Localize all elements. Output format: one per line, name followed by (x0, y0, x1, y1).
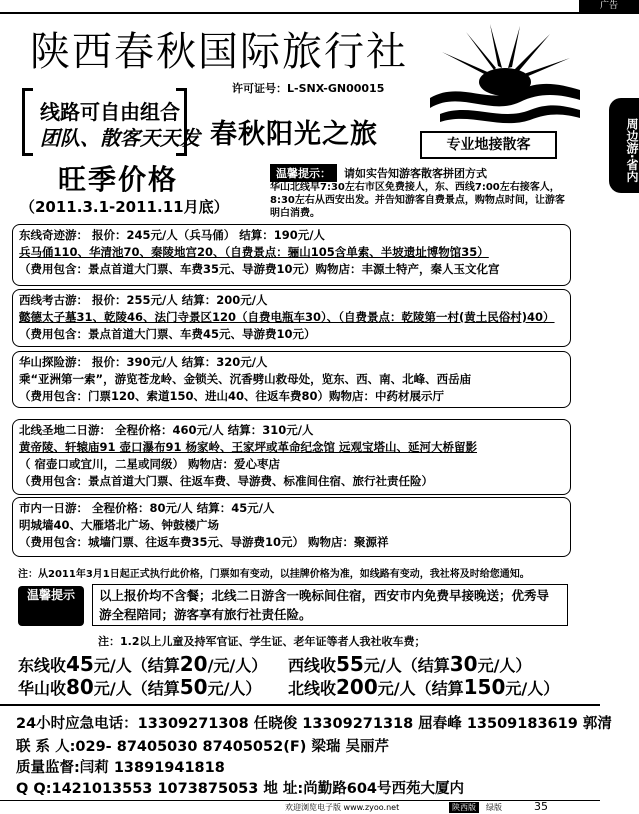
notice-main: 请如实告知游客散客拼团方式 (344, 167, 487, 180)
bottom-rule (0, 800, 600, 801)
route-sights: 懿德太子墓31、乾陵46、法门寺景区120（自费电瓶车30）、（自费景点：乾陵第一村(黄土民俗村)40） (19, 310, 555, 324)
route-sights: 兵马俑110、华清池70、秦陵地宫20、（自费景点：骊山105含单索、半坡遗址博物馆35） (19, 245, 489, 259)
route-includes: （费用包含：城墙门票、往返车费35元、导游费10元） 购物店：聚源祥 (19, 535, 389, 549)
slogan-line-1: 线路可自由组合 (40, 100, 180, 124)
age-note: 注：1.2以上儿童及持军官证、学生证、老年证等者人我社收车费； (98, 635, 426, 648)
qq-and-address: Q Q:1421013553 1073875053 地 址:尚勤路604号西苑大厦内 (16, 781, 464, 797)
route-includes: （费用包含：景点首道大门票、往返车费、导游费、标准间住宿、旅行社责任险） (19, 474, 433, 488)
contact-divider (0, 704, 600, 706)
route-includes: （费用包含：门票120、索道150、进山40、往返车费80）购物店：中药材展示厅 (19, 389, 445, 403)
top-rule (0, 12, 639, 14)
brand-slogan: 春秋阳光之旅 (210, 119, 378, 150)
peak-season-title: 旺季价格 (58, 163, 179, 196)
route-header: 北线圣地二日游： 全程价格：460元/人 结算：310元/人 (19, 423, 314, 437)
route-sights: 黄帝陵、轩辕庙91 壶口瀑布91 杨家岭、王家坪或革命纪念馆 远观宝塔山、延河大桥留影 (19, 440, 478, 454)
price-north: 北线收200元/人（结算150元/人） (288, 675, 560, 699)
quality-supervisor: 质量监督:闫莉 13891941818 (16, 760, 225, 776)
license-number: 许可证号：L-SNX-GN00015 (232, 82, 385, 95)
notice-badge: 温馨提示： (270, 164, 337, 182)
policy-note: 注：从2011年3月1日起正式执行此价格，门票如有变动，以挂牌价格为准，如线路有变动，我社将及时给您通知。 (18, 569, 530, 580)
footer-text: 欢迎浏览电子版 www.zyoo.net (285, 803, 400, 812)
route-box-east (12, 224, 571, 286)
price-west: 西线收55元/人（结算30元/人） (288, 652, 532, 676)
specialty-badge: 专业地接散客 (420, 131, 557, 159)
section-side-tab: 周边游·省内 (609, 98, 639, 193)
route-header: 市内一日游： 全程价格：80元/人 结算：45元/人 (19, 501, 275, 515)
route-box-huashan (12, 351, 571, 408)
contact-persons: 联 系 人:029- 87405030 87405052(F) 梁瑞 吴丽芹 (16, 739, 389, 755)
footer-badge: 陕西版 (449, 802, 479, 813)
route-lodging: （ 宿壶口或宜川，二星或同级） 购物店：爱心枣店 (19, 457, 281, 471)
price-east: 东线收45元/人（结算20/元/人） (18, 652, 268, 676)
notice-detail: 华山北线早7:30左右市区免费接人，东、西线7:00左右接客人，8:30左右从西安出发。并告知游客自费景点，购物点时间，让游客明白消费。 (270, 182, 565, 219)
page-number: 35 (534, 800, 548, 813)
route-header: 华山探险游： 报价：390元/人 结算：320元/人 (19, 355, 268, 369)
route-includes: （费用包含：景点首道大门票、车费35元、导游费10元）购物店：丰源土特产，秦人玉文化宫 (19, 262, 500, 276)
ad-label: 广告 (579, 0, 639, 12)
route-box-north (12, 419, 571, 495)
company-name: 陕西春秋国际旅行社 (30, 29, 408, 75)
tips-label: 温馨提示 (18, 586, 84, 626)
route-box-west (12, 289, 571, 347)
route-header: 西线考古游： 报价：255元/人 结算：200元/人 (19, 293, 268, 307)
price-period: （2011.3.1-2011.11月底） (20, 198, 229, 216)
slogan-line-2: 团队、散客天天发 (40, 126, 200, 150)
sun-logo-icon (420, 20, 585, 126)
route-includes: （费用包含：景点首道大门票、车费45元、导游费10元） (19, 327, 316, 341)
tips-section (12, 584, 572, 628)
route-sights: 乘“亚洲第一索”，游览苍龙岭、金锁关、沉香劈山救母处，览东、西、南、北峰、西岳庙 (19, 372, 472, 386)
footer-tag: 绿版 (486, 803, 502, 812)
emergency-phones: 24小时应急电话：13309271308 任晓俊 13309271318 屈春峰 13509183619 郭清 (16, 716, 612, 732)
route-sights: 明城墙40、大雁塔北广场、钟鼓楼广场 (19, 518, 220, 532)
route-box-city (12, 497, 571, 557)
route-header: 东线奇迹游： 报价：245元/人（兵马俑） 结算：190元/人 (19, 228, 325, 242)
tips-text: 以上报价均不含餐；北线二日游含一晚标间住宿，西安市内免费早接晚送；优秀导游全程陪同；游客享有旅行社责任险。 (92, 584, 568, 626)
price-huashan: 华山收80元/人（结算50元/人） (18, 675, 262, 699)
